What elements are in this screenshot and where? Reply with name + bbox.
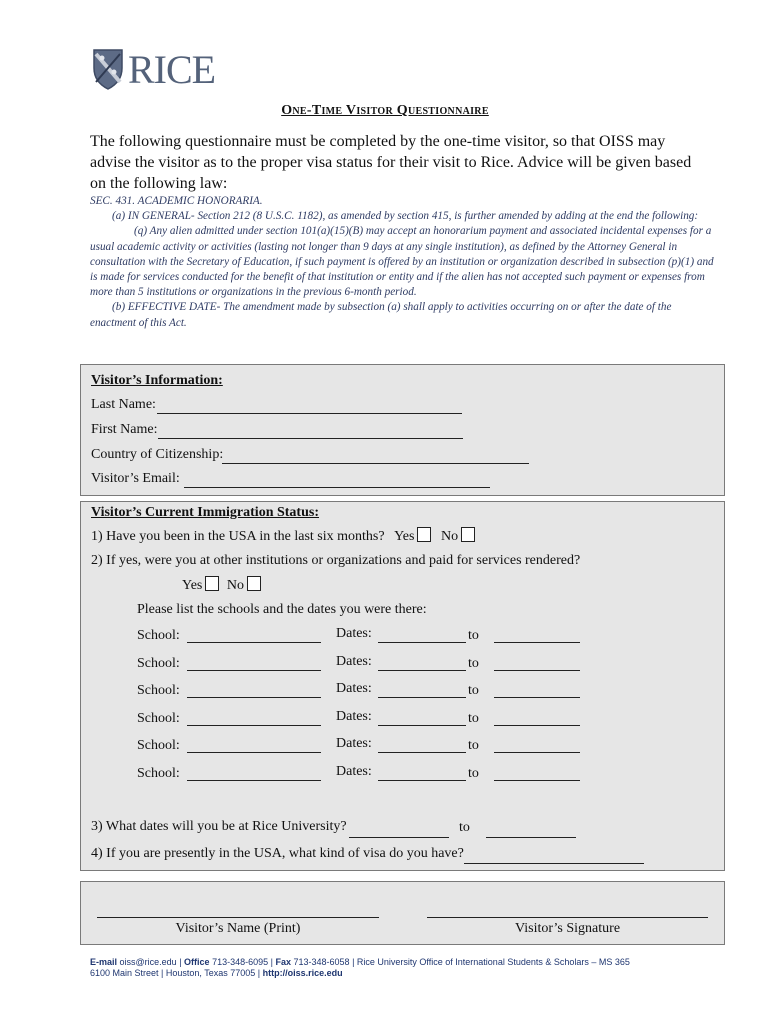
law-paragraph-q: (q) Any alien admitted under section 101(a)(15)(B) may accept an honorarium payment and associated incidental expenses for a usual academic activity or activities (lasting not longer than 9 days at any single institution), as defined by the Attorney General in consultation with the Secretary of Education, if such payment is offered by an institution or organization described in subsection (p)(1) and is made for services conducted for the benefit of that institution or entity and if the alien has not accepted such payment or expenses from more than 5 institutions or organizations in the previous 6-month period.	[90, 225, 714, 299]
rice-end-date-field[interactable]	[486, 837, 576, 838]
end-date-field[interactable]	[494, 752, 580, 753]
school-field[interactable]	[187, 725, 321, 726]
start-date-field[interactable]	[378, 780, 466, 781]
end-date-field[interactable]	[494, 642, 580, 643]
footer-email[interactable]: oiss@rice.edu	[119, 957, 177, 967]
start-date-field[interactable]	[378, 697, 466, 698]
dates-label: Dates:	[336, 736, 372, 752]
logo-text: RICE	[128, 47, 216, 92]
q2-no-label: No	[226, 578, 244, 593]
law-paragraph-a: (a) IN GENERAL- Section 212 (8 U.S.C. 1182), as amended by section 415, is further amended by adding at the end the following:	[112, 210, 699, 223]
start-date-field[interactable]	[378, 752, 466, 753]
intro-paragraph: The following questionnaire must be completed by the one-time visitor, so that OISS may advise the visitor as to the proper visa status for their visit to Rice. Advice will be given based on the following law:	[90, 133, 692, 192]
school-label: School:	[137, 738, 180, 754]
visitor-info-section	[80, 364, 725, 496]
visitor-signature-label: Visitor’s Signature	[514, 921, 621, 936]
rice-start-date-field[interactable]	[349, 837, 449, 838]
footer	[90, 957, 690, 979]
footer-email-label: E-mail	[90, 957, 118, 967]
question-1	[91, 527, 475, 546]
school-field[interactable]	[187, 752, 321, 753]
q2-yes-label: Yes	[182, 578, 203, 593]
signature-section	[80, 881, 725, 945]
visitor-signature-field[interactable]	[427, 917, 708, 918]
question-1-text: 1) Have you been in the USA in the last six months?	[91, 529, 385, 544]
law-paragraph-b: (b) EFFECTIVE DATE- The amendment made by subsection (a) shall apply to activities occurring on or after the date of the enactment of this Act.	[90, 301, 672, 329]
visa-type-field[interactable]	[464, 863, 644, 864]
immigration-heading: Visitor’s Current Immigration Status:	[91, 505, 319, 520]
email-label: Visitor’s Email:	[91, 471, 180, 486]
question-4: 4) If you are presently in the USA, what kind of visa do you have?	[91, 846, 464, 861]
to-label: to	[468, 655, 479, 671]
country-label: Country of Citizenship:	[91, 447, 224, 462]
first-name-label: First Name:	[91, 422, 158, 437]
footer-fax: 713-348-6058	[293, 957, 350, 967]
school-label: School:	[137, 655, 180, 671]
to-label: to	[468, 710, 479, 726]
end-date-field[interactable]	[494, 725, 580, 726]
email-field[interactable]	[184, 487, 490, 488]
school-field[interactable]	[187, 697, 321, 698]
first-name-field[interactable]	[158, 438, 463, 439]
end-date-field[interactable]	[494, 697, 580, 698]
visitor-info-heading: Visitor’s Information:	[91, 373, 223, 388]
q1-no-label: No	[440, 529, 459, 544]
school-label: School:	[137, 710, 180, 726]
footer-url[interactable]: http://oiss.rice.edu	[262, 968, 343, 978]
school-label: School:	[137, 683, 180, 699]
q1-yes-label: Yes	[394, 529, 415, 544]
school-field[interactable]	[187, 670, 321, 671]
start-date-field[interactable]	[378, 670, 466, 671]
immigration-section	[80, 501, 725, 871]
dates-label: Dates:	[336, 681, 372, 697]
visitor-name-label: Visitor’s Name (Print)	[175, 921, 301, 936]
country-field[interactable]	[222, 463, 529, 464]
list-prompt: Please list the schools and the dates you were there:	[137, 602, 427, 617]
law-text	[90, 194, 720, 331]
dates-label: Dates:	[336, 708, 372, 724]
dates-label: Dates:	[336, 653, 372, 669]
question-2-options	[182, 576, 261, 595]
dates-label: Dates:	[336, 764, 372, 779]
footer-org: Rice University Office of International Students & Scholars – MS 365	[356, 957, 630, 967]
to-label: to	[468, 766, 479, 781]
last-name-field[interactable]	[157, 413, 462, 414]
end-date-field[interactable]	[494, 670, 580, 671]
footer-fax-label: Fax	[275, 957, 291, 967]
school-field[interactable]	[187, 780, 321, 781]
footer-office-label: Office	[184, 957, 210, 967]
footer-office: 713-348-6095	[212, 957, 269, 967]
rice-date-to-label: to	[459, 820, 470, 835]
school-label: School:	[137, 628, 180, 643]
to-label: to	[468, 738, 479, 754]
q2-no-checkbox[interactable]	[247, 576, 261, 591]
start-date-field[interactable]	[378, 642, 466, 643]
rice-logo	[92, 46, 222, 92]
visitor-name-field[interactable]	[97, 917, 379, 918]
question-2: 2) If yes, were you at other institutions or organizations and paid for services rendered?	[91, 553, 581, 568]
law-heading: SEC. 431. ACADEMIC HONORARIA.	[90, 195, 263, 207]
shield-icon	[92, 48, 124, 90]
footer-address: 6100 Main Street | Houston, Texas 77005 |	[90, 968, 261, 978]
dates-label: Dates:	[336, 626, 372, 641]
q1-yes-checkbox[interactable]	[417, 527, 431, 542]
q1-no-checkbox[interactable]	[461, 527, 475, 542]
school-field[interactable]	[187, 642, 321, 643]
page-title: One-Time Visitor Questionnaire	[281, 103, 489, 118]
last-name-label: Last Name:	[91, 397, 156, 412]
end-date-field[interactable]	[494, 780, 580, 781]
q2-yes-checkbox[interactable]	[205, 576, 219, 591]
question-3: 3) What dates will you be at Rice University?	[91, 819, 347, 834]
start-date-field[interactable]	[378, 725, 466, 726]
to-label: to	[468, 683, 479, 699]
school-label: School:	[137, 766, 180, 781]
footer-contact-line: E-mail oiss@rice.edu | Office 713-348-6095 | Fax 713-348-6058 | Rice University Office of International Students & Scholars – MS 365	[90, 957, 630, 967]
footer-address-line	[90, 968, 690, 979]
to-label: to	[468, 628, 479, 643]
